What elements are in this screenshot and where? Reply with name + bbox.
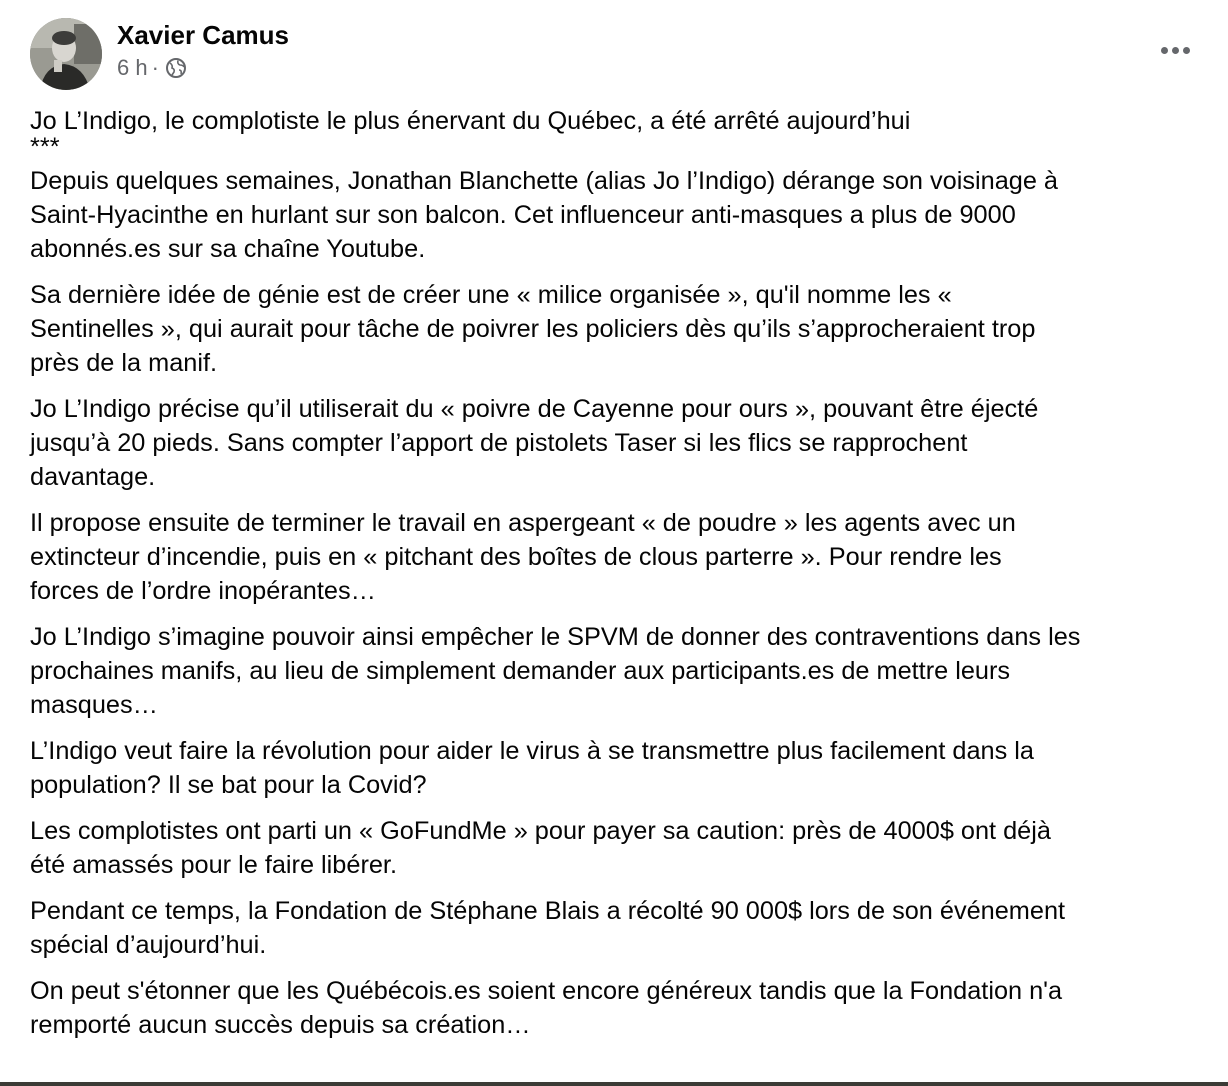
post-paragraph: Sa dernière idée de génie est de créer une « milice organisée », qu'il nomme les « Sentinelles », qui aurait pour tâche de poivrer les policiers dès qu’ils s’approcheraient trop près de la manif. xyxy=(30,281,1036,377)
post-paragraph: L’Indigo veut faire la révolution pour aider le virus à se transmettre plus facilement dans la population? Il se bat pour la Covid? xyxy=(30,737,1034,799)
post-divider-stars: *** xyxy=(30,133,60,161)
author-name[interactable]: Xavier Camus xyxy=(117,20,289,50)
more-dot xyxy=(1183,47,1190,54)
post-header xyxy=(30,18,1198,90)
post-body xyxy=(30,104,1205,1054)
author-avatar[interactable] xyxy=(30,18,102,90)
post-headline: Jo L’Indigo, le complotiste le plus énervant du Québec, a été arrêté aujourd’hui xyxy=(30,107,911,135)
more-options-button[interactable] xyxy=(1152,32,1198,68)
post-paragraph: Jo L’Indigo précise qu’il utiliserait du « poivre de Cayenne pour ours », pouvant être éjecté jusqu’à 20 pieds. Sans compter l’apport de pistolets Taser si les flics se rapprochent davantage. xyxy=(30,395,1039,491)
post-paragraph: Jo L’Indigo s’imagine pouvoir ainsi empêcher le SPVM de donner des contraventions dans les prochaines manifs, au lieu de simplement demander aux participants.es de mettre leurs masques… xyxy=(30,623,1081,719)
post-paragraph: Pendant ce temps, la Fondation de Stéphane Blais a récolté 90 000$ lors de son événement spécial d’aujourd’hui. xyxy=(30,897,1066,959)
post-paragraph: On peut s'étonner que les Québécois.es soient encore généreux tandis que la Fondation n'a remporté aucun succès depuis sa création… xyxy=(30,977,1063,1039)
post-paragraph: Il propose ensuite de terminer le travail en aspergeant « de poudre » les agents avec un extincteur d’incendie, puis en « pitchant des boîtes de clous parterre ». Pour rendre les forces de l’ordre inopérantes… xyxy=(30,509,1016,605)
post-timestamp[interactable]: 6 h xyxy=(117,55,148,80)
more-dot xyxy=(1172,47,1179,54)
avatar-photo xyxy=(30,18,102,90)
more-horizontal-icon xyxy=(1161,47,1168,54)
post-paragraph: Depuis quelques semaines, Jonathan Blanchette (alias Jo l’Indigo) dérange son voisinage à Saint-Hyacinthe en hurlant sur son balcon. Cet influenceur anti-masques a plus de 9000 abonnés.es sur sa chaîne Youtube. xyxy=(30,167,1058,263)
globe-icon xyxy=(165,57,187,79)
meta-separator: · xyxy=(151,55,159,80)
bottom-divider xyxy=(0,1082,1228,1086)
post-meta xyxy=(117,56,187,80)
post-paragraph: Les complotistes ont parti un « GoFundMe » pour payer sa caution: près de 4000$ ont déjà été amassés pour le faire libérer. xyxy=(30,817,1051,879)
